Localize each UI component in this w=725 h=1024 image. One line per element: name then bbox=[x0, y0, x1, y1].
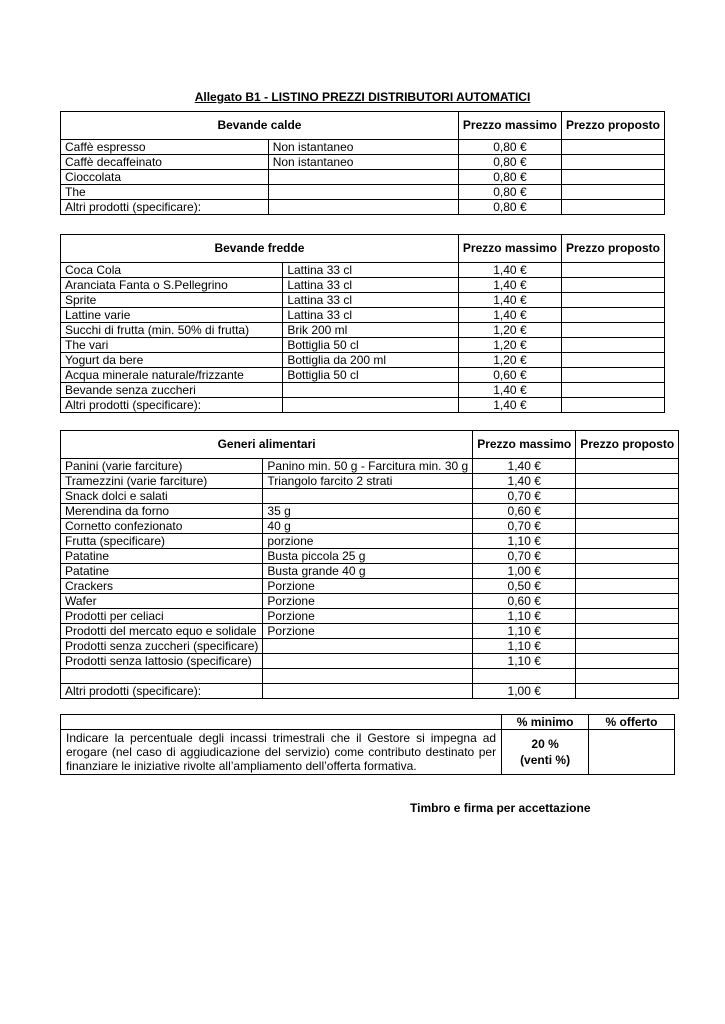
item-cell: Patatine bbox=[61, 549, 263, 564]
prezzo-massimo-cell: 1,10 € bbox=[473, 654, 576, 669]
table-row bbox=[61, 293, 665, 308]
prezzo-proposto-cell[interactable] bbox=[561, 368, 664, 383]
table-row bbox=[61, 609, 679, 624]
generi-alimentari-table bbox=[60, 430, 679, 699]
prezzo-massimo-cell: 1,40 € bbox=[458, 293, 561, 308]
prezzo-proposto-cell[interactable] bbox=[576, 564, 679, 579]
item-cell bbox=[61, 669, 263, 684]
prezzo-massimo-cell: 0,70 € bbox=[473, 489, 576, 504]
prezzo-proposto-cell[interactable] bbox=[561, 185, 664, 200]
prezzo-proposto-cell[interactable] bbox=[561, 323, 664, 338]
table-row bbox=[61, 155, 665, 170]
empty-header-cell bbox=[61, 715, 502, 730]
prezzo-proposto-cell[interactable] bbox=[576, 654, 679, 669]
table-row bbox=[61, 489, 679, 504]
table-row bbox=[61, 669, 679, 684]
prezzo-proposto-cell[interactable] bbox=[576, 684, 679, 699]
prezzo-proposto-cell[interactable] bbox=[561, 170, 664, 185]
prezzo-massimo-cell: 0,80 € bbox=[458, 170, 561, 185]
prezzo-massimo-cell: 0,70 € bbox=[473, 549, 576, 564]
prezzo-massimo-cell: 1,40 € bbox=[458, 383, 561, 398]
prezzo-proposto-cell[interactable] bbox=[576, 474, 679, 489]
prezzo-proposto-cell[interactable] bbox=[576, 609, 679, 624]
percentuale-header-row bbox=[61, 715, 675, 730]
item-cell: The vari bbox=[61, 338, 283, 353]
prezzo-massimo-cell: 0,80 € bbox=[458, 185, 561, 200]
percentuale-description: Indicare la percentuale degli incassi trimestrali che il Gestore si impegna ad erogare (nel caso di aggiudicazione del servizio) come contributo destinato per finanziare le iniziative rivolte all’ampliamento dell’offerta formativa. bbox=[61, 730, 502, 775]
prezzo-proposto-cell[interactable] bbox=[561, 278, 664, 293]
detail-cell: Lattina 33 cl bbox=[283, 308, 459, 323]
item-cell: Caffè decaffeinato bbox=[61, 155, 269, 170]
item-cell: Wafer bbox=[61, 594, 263, 609]
prezzo-proposto-cell[interactable] bbox=[576, 549, 679, 564]
detail-cell: Non istantaneo bbox=[268, 155, 458, 170]
col-prezzo-proposto: Prezzo proposto bbox=[561, 112, 664, 140]
table-body bbox=[61, 459, 679, 699]
table-row bbox=[61, 459, 679, 474]
item-cell: Crackers bbox=[61, 579, 263, 594]
detail-cell: 35 g bbox=[263, 504, 473, 519]
table-row bbox=[61, 654, 679, 669]
prezzo-proposto-cell[interactable] bbox=[576, 489, 679, 504]
table-row bbox=[61, 549, 679, 564]
col-prezzo-proposto: Prezzo proposto bbox=[576, 431, 679, 459]
prezzo-proposto-cell[interactable] bbox=[561, 308, 664, 323]
table-row bbox=[61, 534, 679, 549]
table-row bbox=[61, 263, 665, 278]
prezzo-proposto-cell[interactable] bbox=[576, 534, 679, 549]
table-row bbox=[61, 200, 665, 215]
percentuale-table bbox=[60, 714, 675, 775]
detail-cell bbox=[268, 170, 458, 185]
item-cell: Tramezzini (varie farciture) bbox=[61, 474, 263, 489]
detail-cell: Porzione bbox=[263, 624, 473, 639]
detail-cell: Busta piccola 25 g bbox=[263, 549, 473, 564]
prezzo-proposto-cell[interactable] bbox=[576, 459, 679, 474]
detail-cell: Busta grande 40 g bbox=[263, 564, 473, 579]
prezzo-proposto-cell[interactable] bbox=[576, 594, 679, 609]
table-row bbox=[61, 383, 665, 398]
detail-cell bbox=[268, 185, 458, 200]
prezzo-massimo-cell: 1,40 € bbox=[458, 278, 561, 293]
item-cell: Snack dolci e salati bbox=[61, 489, 263, 504]
prezzo-massimo-cell: 0,50 € bbox=[473, 579, 576, 594]
detail-cell: Bottiglia 50 cl bbox=[283, 338, 459, 353]
percentuale-offerto-cell[interactable] bbox=[589, 730, 675, 775]
prezzo-massimo-cell: 1,10 € bbox=[473, 639, 576, 654]
table-row bbox=[61, 564, 679, 579]
prezzo-proposto-cell[interactable] bbox=[561, 383, 664, 398]
prezzo-proposto-cell[interactable] bbox=[576, 639, 679, 654]
bevande-fredde-table bbox=[60, 234, 665, 413]
prezzo-massimo-cell: 0,80 € bbox=[458, 155, 561, 170]
item-cell: The bbox=[61, 185, 269, 200]
prezzo-massimo-cell: 1,20 € bbox=[458, 338, 561, 353]
prezzo-massimo-cell: 1,40 € bbox=[473, 474, 576, 489]
prezzo-massimo-cell: 1,10 € bbox=[473, 609, 576, 624]
col-prezzo-massimo: Prezzo massimo bbox=[458, 112, 561, 140]
bevande-calde-table bbox=[60, 111, 665, 215]
table-row bbox=[61, 368, 665, 383]
item-cell: Altri prodotti (specificare): bbox=[61, 684, 263, 699]
table-body bbox=[61, 140, 665, 215]
document-title: Allegato B1 - LISTINO PREZZI DISTRIBUTORI AUTOMATICI bbox=[194, 90, 531, 104]
table-row bbox=[61, 504, 679, 519]
prezzo-proposto-cell[interactable] bbox=[576, 519, 679, 534]
table-row bbox=[61, 474, 679, 489]
item-cell: Acqua minerale naturale/frizzante bbox=[61, 368, 283, 383]
prezzo-massimo-cell: 0,80 € bbox=[458, 200, 561, 215]
detail-cell: Porzione bbox=[263, 609, 473, 624]
item-cell: Prodotti del mercato equo e solidale bbox=[61, 624, 263, 639]
detail-cell: porzione bbox=[263, 534, 473, 549]
prezzo-proposto-cell[interactable] bbox=[576, 624, 679, 639]
percentuale-row bbox=[61, 730, 675, 775]
signature-label: Timbro e firma per accettazione bbox=[410, 801, 591, 815]
prezzo-massimo-cell: 1,00 € bbox=[473, 684, 576, 699]
prezzo-massimo-cell: 0,60 € bbox=[473, 504, 576, 519]
detail-cell bbox=[268, 200, 458, 215]
prezzo-proposto-cell[interactable] bbox=[576, 669, 679, 684]
table-row bbox=[61, 323, 665, 338]
detail-cell: Bottiglia da 200 ml bbox=[283, 353, 459, 368]
item-cell: Merendina da forno bbox=[61, 504, 263, 519]
table-row bbox=[61, 308, 665, 323]
detail-cell: Brik 200 ml bbox=[283, 323, 459, 338]
prezzo-massimo-cell: 1,00 € bbox=[473, 564, 576, 579]
prezzo-massimo-cell: 1,10 € bbox=[473, 534, 576, 549]
prezzo-proposto-cell[interactable] bbox=[576, 579, 679, 594]
detail-cell: Porzione bbox=[263, 594, 473, 609]
prezzo-proposto-cell[interactable] bbox=[561, 263, 664, 278]
table-header-row bbox=[61, 112, 665, 140]
detail-cell: Panino min. 50 g - Farcitura min. 30 g bbox=[263, 459, 473, 474]
prezzo-massimo-cell: 1,20 € bbox=[458, 353, 561, 368]
table-row bbox=[61, 278, 665, 293]
table-row bbox=[61, 185, 665, 200]
table-row bbox=[61, 624, 679, 639]
detail-cell bbox=[263, 669, 473, 684]
detail-cell: Lattina 33 cl bbox=[283, 293, 459, 308]
prezzo-proposto-cell[interactable] bbox=[561, 200, 664, 215]
item-cell: Prodotti per celiaci bbox=[61, 609, 263, 624]
prezzo-massimo-cell: 0,70 € bbox=[473, 519, 576, 534]
table-row bbox=[61, 170, 665, 185]
section-header: Bevande calde bbox=[61, 112, 459, 140]
detail-cell: Non istantaneo bbox=[268, 140, 458, 155]
col-percentuale-offerto: % offerto bbox=[589, 715, 675, 730]
detail-cell bbox=[263, 654, 473, 669]
detail-cell bbox=[283, 383, 459, 398]
prezzo-massimo-cell: 0,60 € bbox=[473, 594, 576, 609]
detail-cell: Lattina 33 cl bbox=[283, 278, 459, 293]
item-cell: Altri prodotti (specificare): bbox=[61, 200, 269, 215]
detail-cell bbox=[263, 639, 473, 654]
item-cell: Patatine bbox=[61, 564, 263, 579]
detail-cell bbox=[263, 489, 473, 504]
table-row bbox=[61, 398, 665, 413]
item-cell: Succhi di frutta (min. 50% di frutta) bbox=[61, 323, 283, 338]
prezzo-proposto-cell[interactable] bbox=[561, 293, 664, 308]
prezzo-massimo-cell: 1,20 € bbox=[458, 323, 561, 338]
detail-cell bbox=[263, 684, 473, 699]
item-cell: Cornetto confezionato bbox=[61, 519, 263, 534]
prezzo-massimo-cell: 1,40 € bbox=[458, 308, 561, 323]
prezzo-massimo-cell: 1,40 € bbox=[458, 263, 561, 278]
item-cell: Prodotti senza zuccheri (specificare) bbox=[61, 639, 263, 654]
item-cell: Cioccolata bbox=[61, 170, 269, 185]
item-cell: Altri prodotti (specificare): bbox=[61, 398, 283, 413]
prezzo-massimo-cell: 0,60 € bbox=[458, 368, 561, 383]
table-header-row bbox=[61, 235, 665, 263]
item-cell: Panini (varie farciture) bbox=[61, 459, 263, 474]
prezzo-massimo-cell bbox=[473, 669, 576, 684]
table-row bbox=[61, 579, 679, 594]
prezzo-massimo-cell: 0,80 € bbox=[458, 140, 561, 155]
item-cell: Sprite bbox=[61, 293, 283, 308]
detail-cell bbox=[283, 398, 459, 413]
item-cell: Aranciata Fanta o S.Pellegrino bbox=[61, 278, 283, 293]
prezzo-proposto-cell[interactable] bbox=[576, 504, 679, 519]
table-row bbox=[61, 338, 665, 353]
item-cell: Frutta (specificare) bbox=[61, 534, 263, 549]
item-cell: Coca Cola bbox=[61, 263, 283, 278]
prezzo-proposto-cell[interactable] bbox=[561, 140, 664, 155]
prezzo-proposto-cell[interactable] bbox=[561, 398, 664, 413]
detail-cell: 40 g bbox=[263, 519, 473, 534]
item-cell: Yogurt da bere bbox=[61, 353, 283, 368]
item-cell: Lattine varie bbox=[61, 308, 283, 323]
col-prezzo-massimo: Prezzo massimo bbox=[458, 235, 561, 263]
detail-cell: Porzione bbox=[263, 579, 473, 594]
table-row bbox=[61, 639, 679, 654]
detail-cell: Bottiglia 50 cl bbox=[283, 368, 459, 383]
percentuale-minimo-value: 20 % bbox=[531, 737, 559, 751]
percentuale-minimo-cell bbox=[502, 730, 589, 775]
table-body bbox=[61, 263, 665, 413]
item-cell: Caffè espresso bbox=[61, 140, 269, 155]
col-prezzo-massimo: Prezzo massimo bbox=[473, 431, 576, 459]
prezzo-massimo-cell: 1,40 € bbox=[473, 459, 576, 474]
prezzo-proposto-cell[interactable] bbox=[561, 338, 664, 353]
section-header: Generi alimentari bbox=[61, 431, 473, 459]
col-prezzo-proposto: Prezzo proposto bbox=[561, 235, 664, 263]
table-row bbox=[61, 353, 665, 368]
table-header-row bbox=[61, 431, 679, 459]
prezzo-massimo-cell: 1,10 € bbox=[473, 624, 576, 639]
percentuale-minimo-words: (venti %) bbox=[520, 753, 571, 767]
col-percentuale-minimo: % minimo bbox=[502, 715, 589, 730]
section-header: Bevande fredde bbox=[61, 235, 459, 263]
item-cell: Bevande senza zuccheri bbox=[61, 383, 283, 398]
item-cell: Prodotti senza lattosio (specificare) bbox=[61, 654, 263, 669]
prezzo-proposto-cell[interactable] bbox=[561, 353, 664, 368]
table-row bbox=[61, 594, 679, 609]
table-row bbox=[61, 684, 679, 699]
detail-cell: Lattina 33 cl bbox=[283, 263, 459, 278]
prezzo-proposto-cell[interactable] bbox=[561, 155, 664, 170]
prezzo-massimo-cell: 1,40 € bbox=[458, 398, 561, 413]
table-row bbox=[61, 519, 679, 534]
table-row bbox=[61, 140, 665, 155]
detail-cell: Triangolo farcito 2 strati bbox=[263, 474, 473, 489]
